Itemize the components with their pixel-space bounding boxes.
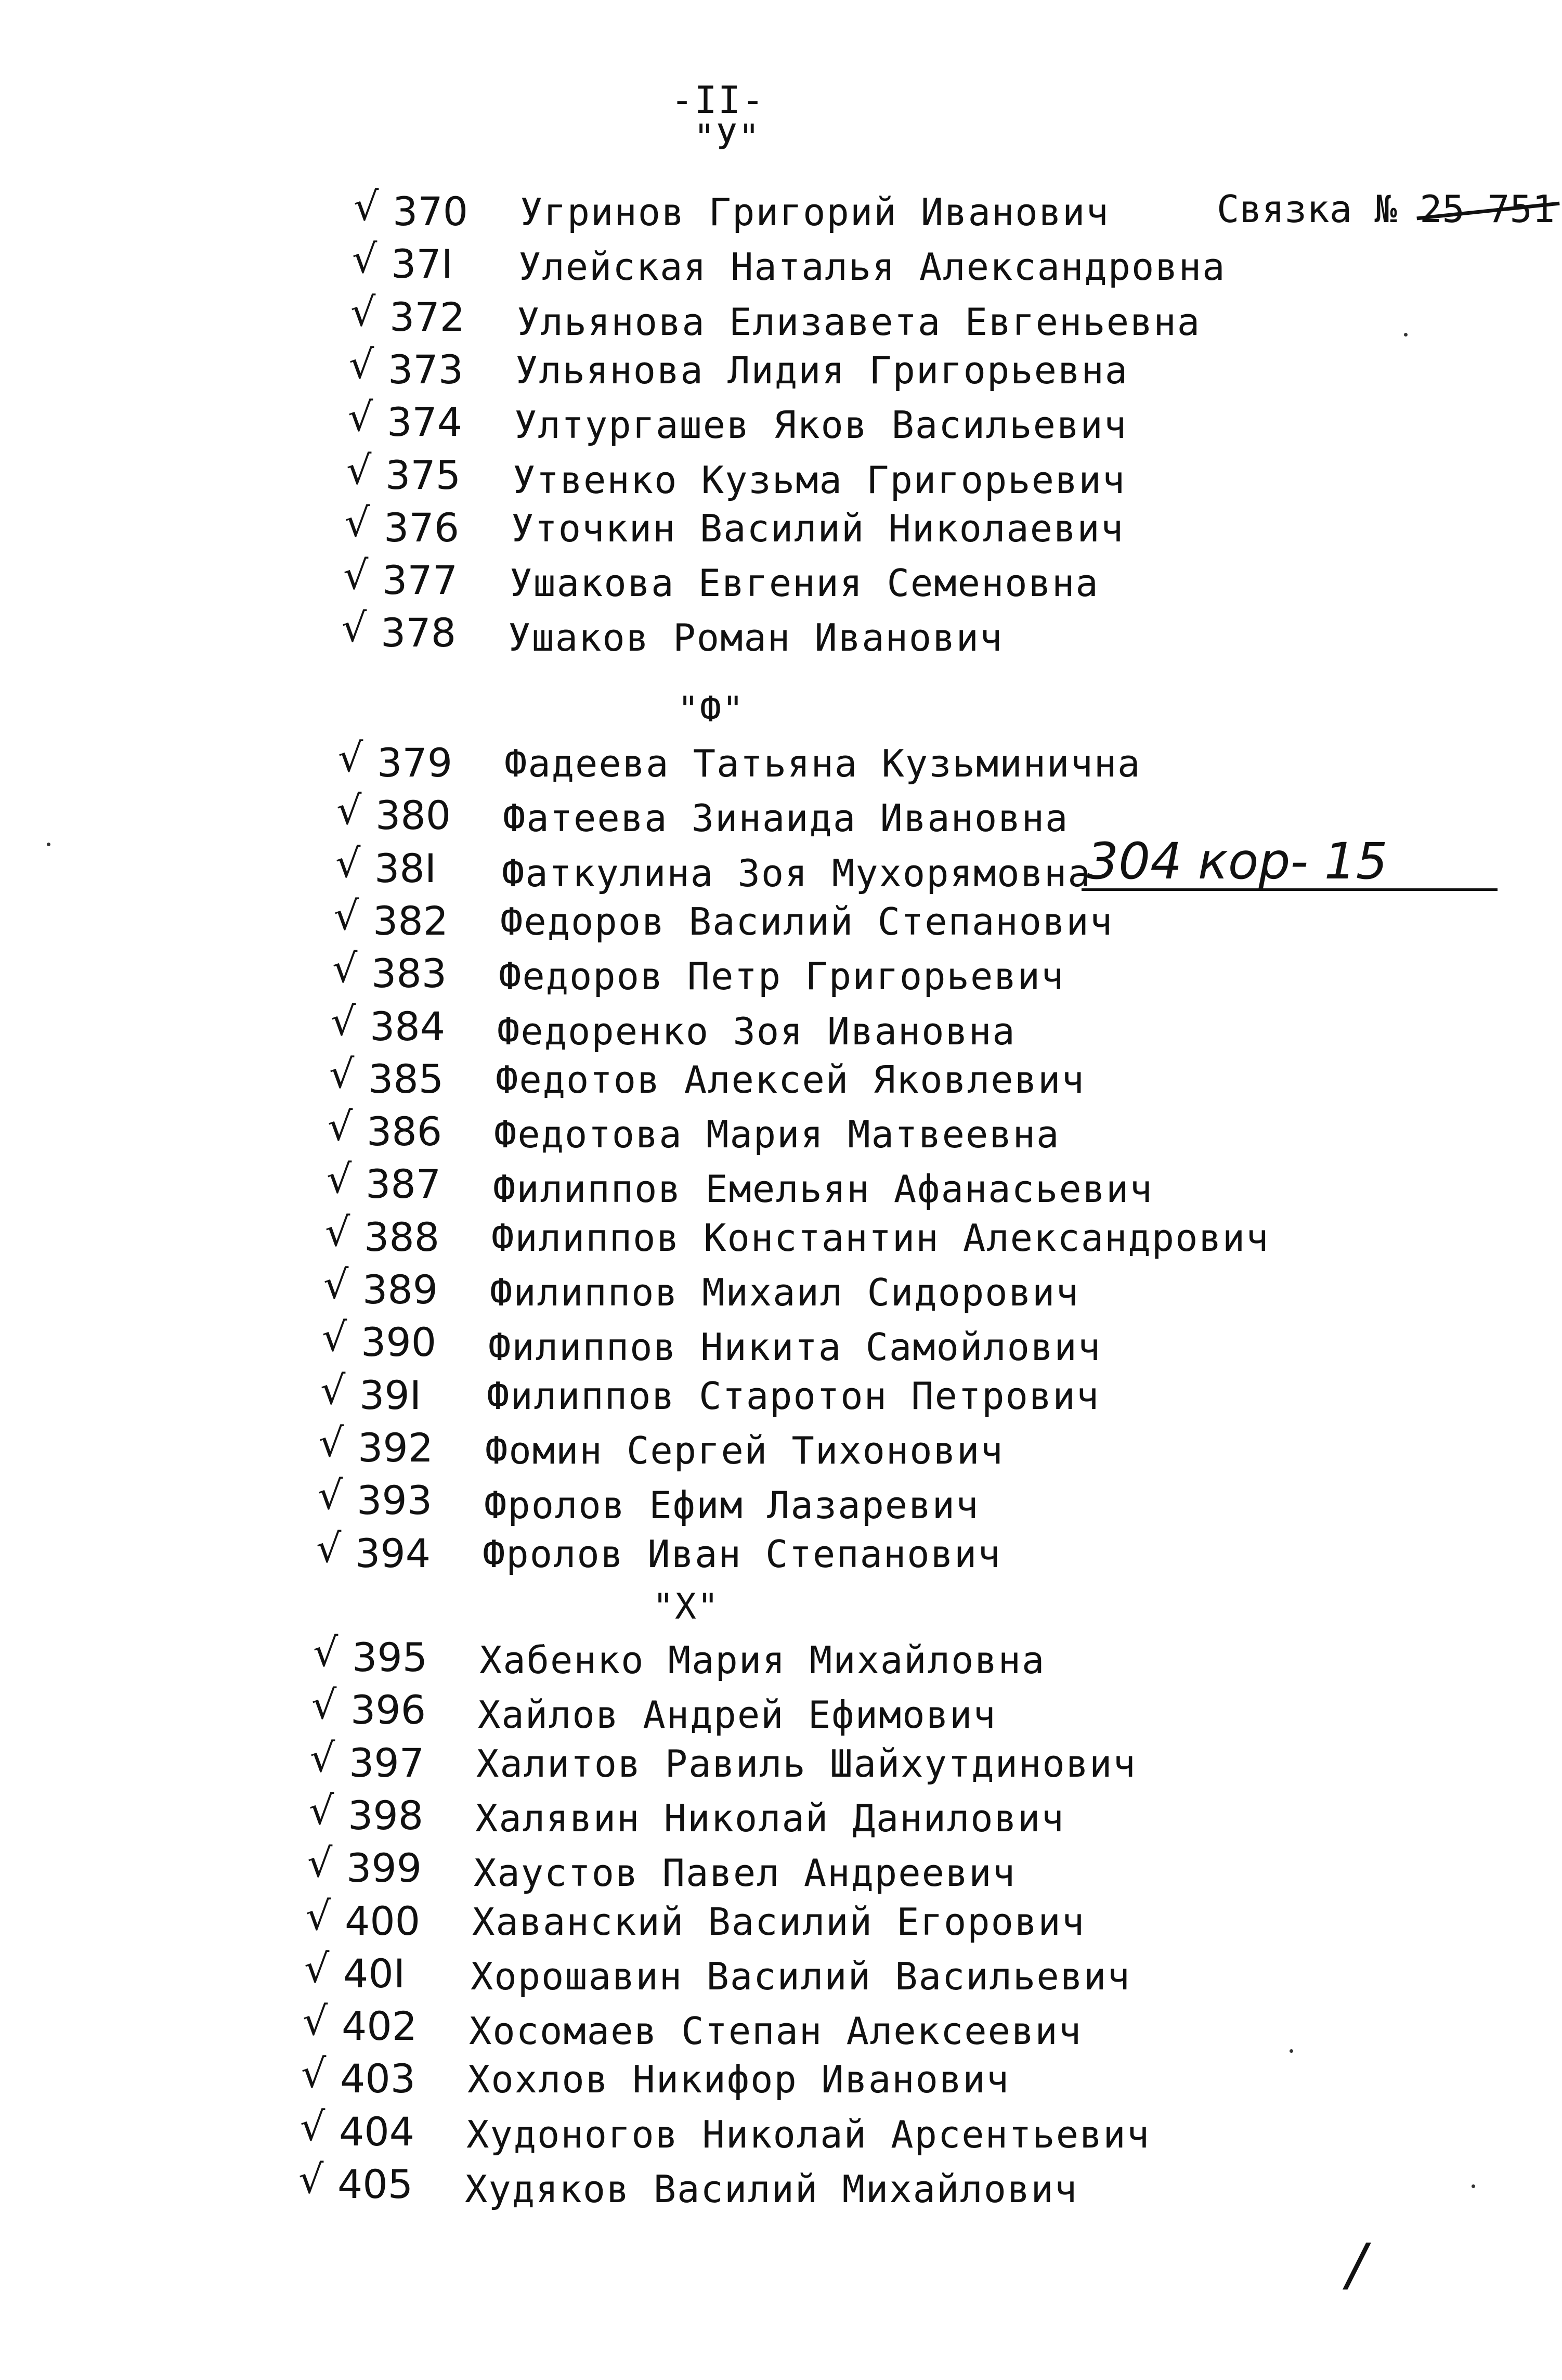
note-underline xyxy=(1082,888,1498,891)
entry-number: 395 xyxy=(352,1634,428,1680)
entry-number: 39I xyxy=(359,1372,422,1418)
checkmark-icon: √ xyxy=(301,2050,327,2097)
entry-name: Филиппов Никита Самойлович xyxy=(488,1325,1102,1369)
entry-number: 386 xyxy=(367,1108,442,1155)
entry-name: Хаустов Павел Андреевич xyxy=(474,1851,1016,1895)
entry-name: Халитов Равиль Шайхутдинович xyxy=(476,1741,1137,1786)
entry-name: Хорошавин Василий Васильевич xyxy=(471,1954,1131,1998)
entry-name: Хайлов Андрей Ефимович xyxy=(478,1693,997,1737)
checkmark-icon: √ xyxy=(310,1734,335,1781)
entry-number: 388 xyxy=(364,1213,440,1260)
checkmark-icon: √ xyxy=(349,341,374,387)
entry-number: 37I xyxy=(391,241,453,288)
entry-number: 404 xyxy=(339,2108,415,2155)
entry-name: Филиппов Константин Александрович xyxy=(491,1215,1270,1260)
entry-number: 400 xyxy=(345,1897,421,1944)
entry-name: Хаванский Василий Егорович xyxy=(472,1899,1086,1944)
checkmark-icon: √ xyxy=(303,1998,328,2045)
entry-name: Федоров Василий Степанович xyxy=(500,899,1114,943)
entry-name: Худоногов Николай Арсентьевич xyxy=(466,2112,1151,2156)
entry-name: Филиппов Емельян Афанасьевич xyxy=(493,1167,1153,1211)
section-heading: "У" xyxy=(694,117,761,158)
checkmark-icon: √ xyxy=(332,945,358,992)
entry-number: 375 xyxy=(385,451,461,498)
checkmark-icon: √ xyxy=(334,892,359,939)
entry-number: 382 xyxy=(373,897,449,944)
entry-number: 373 xyxy=(388,346,464,393)
checkmark-icon: √ xyxy=(335,839,361,886)
entry-name: Угринов Григорий Иванович xyxy=(520,190,1110,234)
checkmark-icon: √ xyxy=(343,552,369,599)
entry-number: 378 xyxy=(381,610,457,656)
margin-mark: / xyxy=(1347,2231,1366,2298)
entry-name: Ушакова Евгения Семеновна xyxy=(510,561,1099,605)
entry-name: Хохлов Никифор Иванович xyxy=(467,2058,1010,2102)
entry-number: 38I xyxy=(374,845,437,891)
entry-name: Филиппов Михаил Сидорович xyxy=(490,1271,1079,1314)
page-number: -II- xyxy=(671,78,765,122)
entry-number: 405 xyxy=(337,2161,413,2207)
entry-name: Фролов Иван Степанович xyxy=(483,1532,1001,1576)
checkmark-icon: √ xyxy=(354,183,379,229)
entry-number: 374 xyxy=(387,399,463,446)
entry-number: 402 xyxy=(342,2003,418,2050)
entry-name: Федотова Мария Матвеевна xyxy=(494,1113,1060,1157)
checkmark-icon: √ xyxy=(319,1419,344,1466)
entry-number: 399 xyxy=(346,1845,422,1892)
entry-number: 396 xyxy=(350,1687,426,1734)
checkmark-icon: √ xyxy=(345,499,370,546)
entry-name: Федоров Петр Григорьевич xyxy=(499,954,1065,999)
checkmark-icon: √ xyxy=(309,1787,334,1833)
checkmark-icon: √ xyxy=(323,1261,349,1308)
entry-number: 372 xyxy=(389,293,465,340)
scan-speck xyxy=(1472,2184,1475,2188)
entry-name: Халявин Николай Данилович xyxy=(475,1796,1065,1840)
entry-number: 40I xyxy=(343,1950,406,1997)
entry-number: 384 xyxy=(370,1003,446,1050)
section-heading: "Ф" xyxy=(678,689,745,730)
checkmark-icon: √ xyxy=(336,787,362,834)
entry-number: 393 xyxy=(357,1477,433,1524)
entry-name: Федотов Алексей Яковлевич xyxy=(496,1057,1085,1102)
entry-name: Фатеева Зинаида Ивановна xyxy=(503,796,1069,840)
entry-name: Ушаков Роман Иванович xyxy=(508,616,1004,660)
entry-name: Худяков Василий Михайлович xyxy=(465,2167,1078,2211)
entry-number: 385 xyxy=(368,1055,444,1102)
checkmark-icon: √ xyxy=(350,288,376,335)
checkmark-icon: √ xyxy=(318,1472,343,1519)
entry-name: Фаткулина Зоя Мухорямовна xyxy=(502,851,1091,895)
bundle-reference xyxy=(1217,187,1555,231)
checkmark-icon: √ xyxy=(327,1156,352,1202)
checkmark-icon: √ xyxy=(307,1840,333,1886)
entry-number: 392 xyxy=(358,1424,434,1471)
section-heading: "Х" xyxy=(653,1586,720,1627)
checkmark-icon: √ xyxy=(300,2103,326,2150)
checkmark-icon: √ xyxy=(320,1366,346,1413)
bundle-label: Связка № xyxy=(1217,187,1397,231)
entry-name: Фролов Ефим Лазаревич xyxy=(484,1483,980,1528)
entry-number: 379 xyxy=(377,740,453,786)
entry-name: Ултургашев Яков Васильевич xyxy=(514,403,1128,447)
entry-name: Хабенко Мария Михайловна xyxy=(479,1638,1046,1682)
checkmark-icon: √ xyxy=(329,1050,355,1097)
entry-name: Уточкин Василий Николаевич xyxy=(511,506,1125,550)
checkmark-icon: √ xyxy=(313,1629,339,1675)
entry-name: Фомин Сергей Тихонович xyxy=(485,1428,1004,1472)
checkmark-icon: √ xyxy=(352,236,378,282)
checkmark-icon: √ xyxy=(348,394,373,441)
entry-number: 397 xyxy=(349,1739,425,1786)
entry-number: 370 xyxy=(393,188,468,235)
entry-number: 390 xyxy=(361,1319,437,1366)
checkmark-icon: √ xyxy=(342,604,367,651)
checkmark-icon: √ xyxy=(328,1103,353,1150)
checkmark-icon: √ xyxy=(306,1892,331,1939)
entry-number: 380 xyxy=(375,792,451,839)
entry-name: Филиппов Старотон Петрович xyxy=(487,1374,1100,1418)
entry-number: 389 xyxy=(362,1266,438,1313)
checkmark-icon: √ xyxy=(316,1524,342,1571)
entry-number: 403 xyxy=(340,2055,416,2102)
checkmark-icon: √ xyxy=(346,446,372,493)
entry-name: Хосомаев Степан Алексеевич xyxy=(469,2009,1083,2053)
checkmark-icon: √ xyxy=(311,1681,337,1728)
entry-name: Ульянова Лидия Григорьевна xyxy=(515,348,1129,392)
entry-name: Ульянова Елизавета Евгеньевна xyxy=(517,300,1201,344)
entry-name: Утвенко Кузьма Григорьевич xyxy=(513,458,1126,502)
checkmark-icon: √ xyxy=(325,1208,350,1255)
bundle-struck-number: 25 751 xyxy=(1420,187,1555,231)
entry-number: 387 xyxy=(366,1161,441,1208)
handwritten-note: 304 кор- 15 xyxy=(1087,832,1388,890)
scan-speck xyxy=(1290,2049,1293,2053)
entry-number: 377 xyxy=(382,557,458,604)
checkmark-icon: √ xyxy=(304,1945,330,1991)
entry-number: 376 xyxy=(384,504,460,551)
scan-speck xyxy=(1404,333,1408,337)
checkmark-icon: √ xyxy=(298,2156,324,2202)
checkmark-icon: √ xyxy=(322,1314,347,1361)
checkmark-icon: √ xyxy=(338,734,363,781)
entry-number: 398 xyxy=(348,1792,424,1839)
checkmark-icon: √ xyxy=(331,998,356,1044)
scan-speck xyxy=(47,843,50,846)
entry-number: 383 xyxy=(371,950,447,997)
entry-name: Федоренко Зоя Ивановна xyxy=(497,1009,1016,1053)
entry-name: Улейская Наталья Александровна xyxy=(518,245,1226,289)
entry-name: Фадеева Татьяна Кузьминична xyxy=(504,742,1141,785)
entry-number: 394 xyxy=(355,1530,431,1576)
